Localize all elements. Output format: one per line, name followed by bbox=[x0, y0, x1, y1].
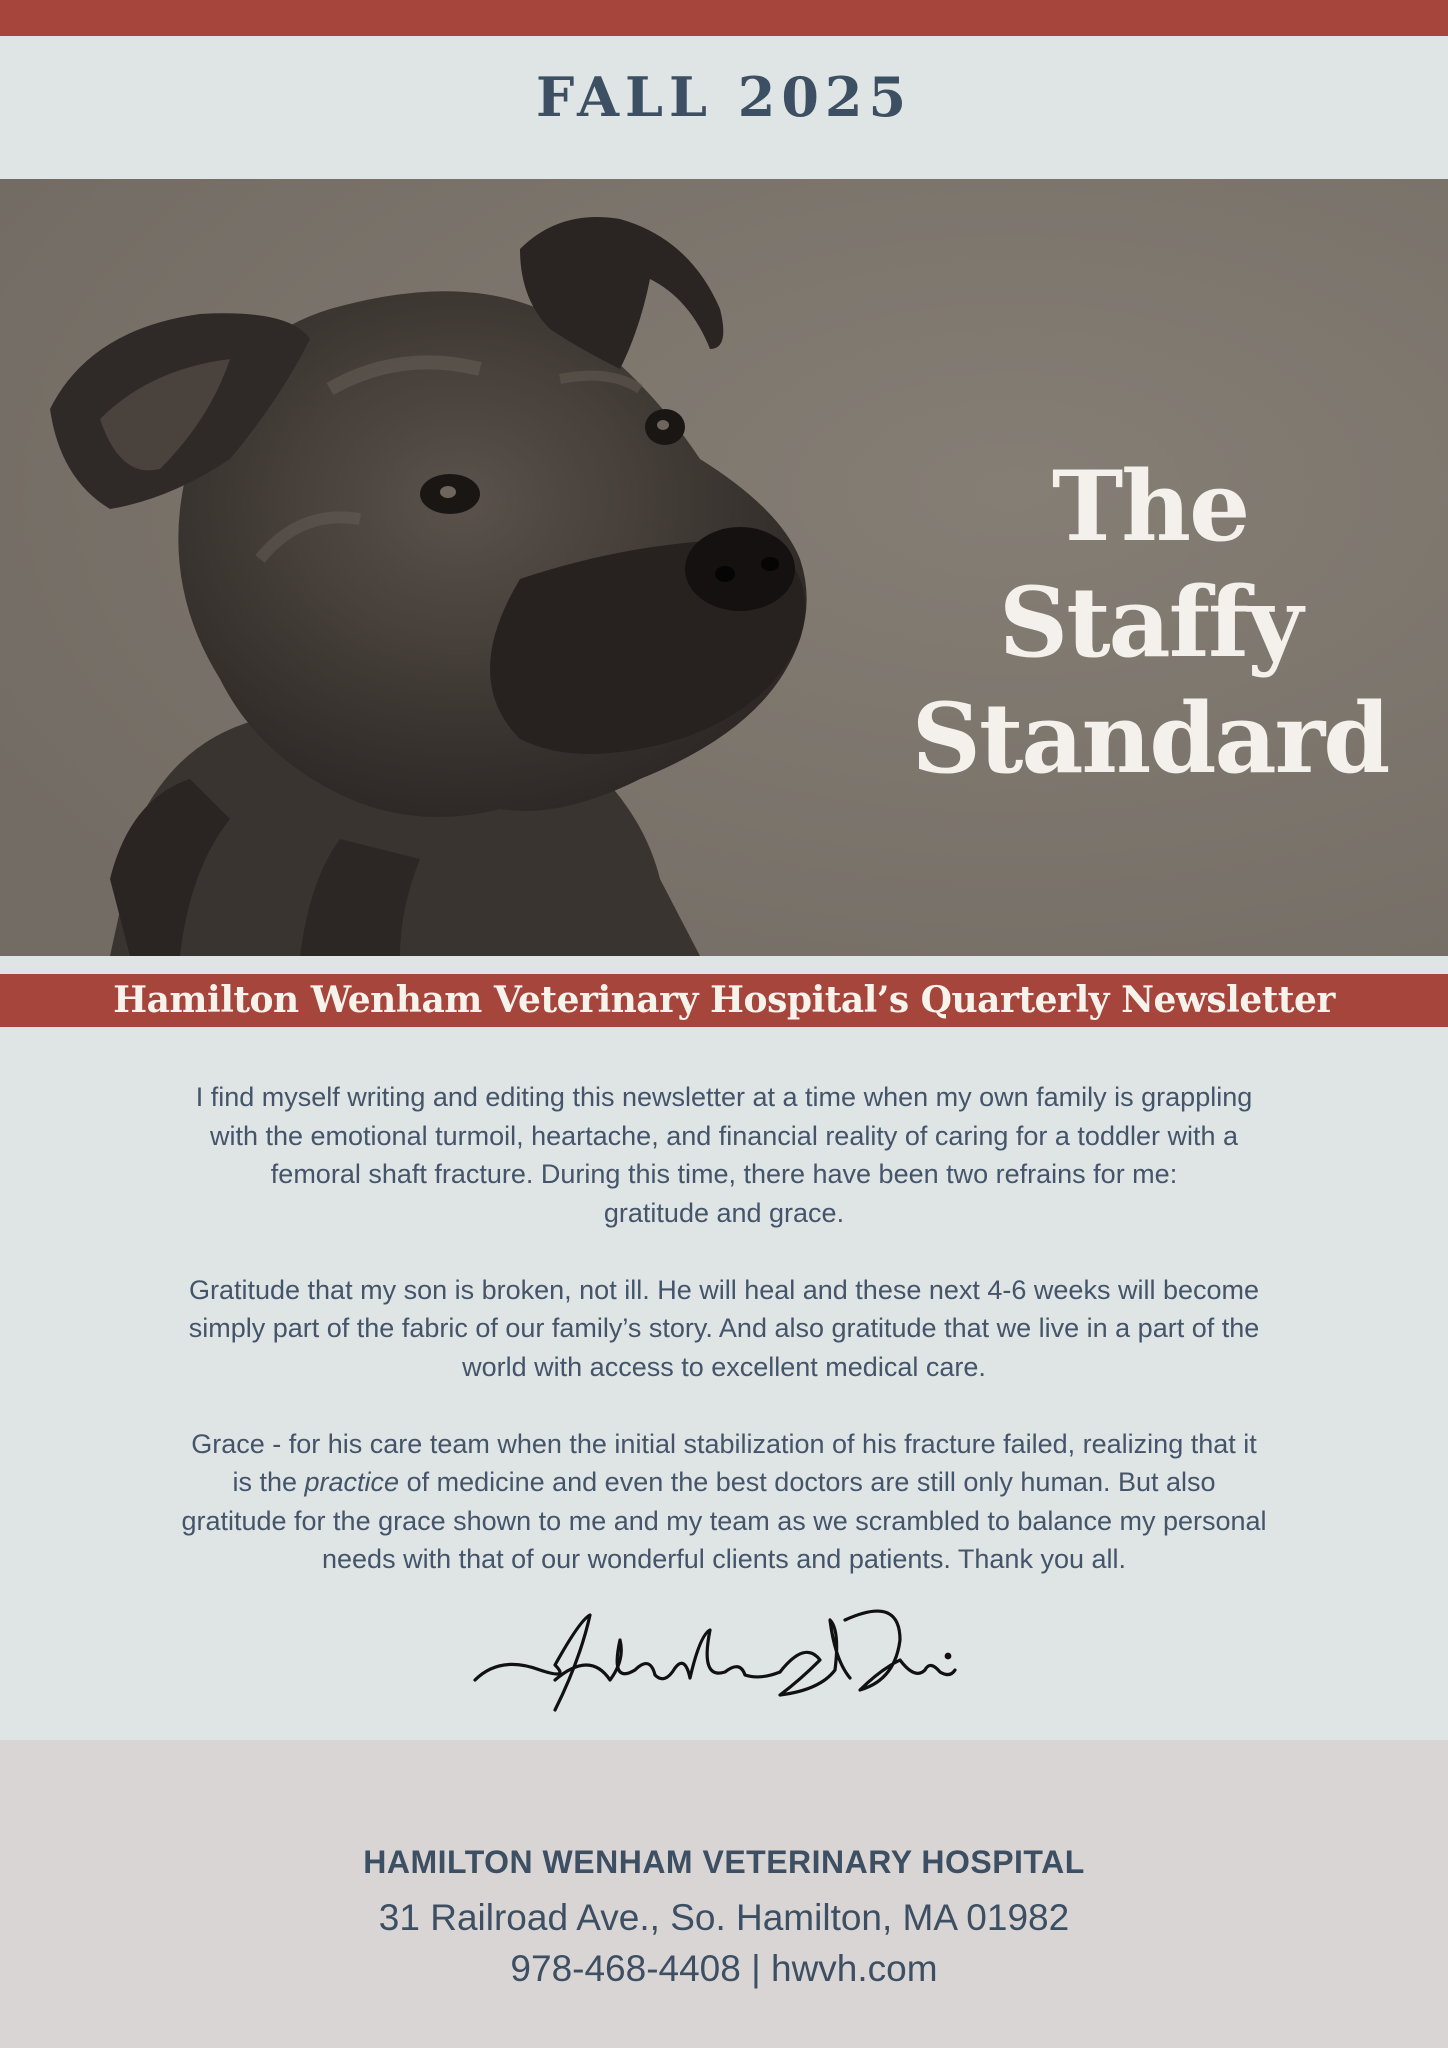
letter-line: gratitude for the grace shown to me and my team as we scrambled to balance my personal bbox=[181, 1505, 1267, 1536]
letter-line: I find myself writing and editing this newsletter at a time when my own family is grappling bbox=[195, 1082, 1253, 1112]
letter-paragraph-1 bbox=[140, 1078, 1308, 1232]
newsletter-title-line-2: Standard bbox=[911, 682, 1389, 795]
letter-text: is the bbox=[232, 1467, 305, 1497]
emphasis-practice: practice bbox=[304, 1467, 400, 1497]
letter-line: Gratitude that my son is broken, not ill. He will heal and these next 4-6 weeks will become bbox=[188, 1274, 1260, 1305]
subtitle-text: Hamilton Wenham Veterinary Hospital’s Quarterly Newsletter bbox=[113, 979, 1335, 1021]
letter-line: Grace - for his care team when the initial stabilization of his fracture failed, realizing that it bbox=[191, 1428, 1257, 1459]
newsletter-title bbox=[900, 449, 1400, 797]
hero-section bbox=[0, 179, 1448, 956]
letter-paragraph-2 bbox=[140, 1271, 1308, 1387]
issue-season: FALL 2025 bbox=[535, 65, 913, 129]
top-accent-stripe bbox=[0, 0, 1448, 36]
letter-line: gratitude and grace. bbox=[603, 1197, 845, 1228]
newsletter-title-line-1: The Staffy bbox=[998, 450, 1302, 679]
letter-line bbox=[140, 1463, 1308, 1502]
letter-line: world with access to excellent medical care. bbox=[462, 1351, 986, 1382]
divider-strip bbox=[0, 956, 1448, 974]
hospital-address: 31 Railroad Ave., So. Hamilton, MA 01982 bbox=[378, 1897, 1070, 1938]
letter-line: simply part of the fabric of our family’s story. And also gratitude that we live in a part of the bbox=[188, 1313, 1260, 1343]
letter-line: with the emotional turmoil, heartache, and financial reality of caring for a toddler with a bbox=[209, 1120, 1239, 1151]
hospital-name: HAMILTON WENHAM VETERINARY HOSPITAL bbox=[363, 1844, 1085, 1880]
hospital-contact: 978-468-4408 | hwvh.com bbox=[510, 1948, 938, 1989]
letter-text: of medicine and even the best doctors are still only human. But also bbox=[399, 1467, 1216, 1497]
letter-paragraph-3 bbox=[140, 1425, 1308, 1579]
editor-letter bbox=[140, 1078, 1308, 1617]
subtitle-banner bbox=[0, 974, 1448, 1027]
letter-line: femoral shaft fracture. During this time, there have been two refrains for me: bbox=[270, 1159, 1178, 1189]
letter-line: needs with that of our wonderful clients and patients. Thank you all. bbox=[322, 1544, 1126, 1574]
handwritten-signature bbox=[460, 1600, 980, 1720]
footer bbox=[0, 1740, 1448, 2048]
